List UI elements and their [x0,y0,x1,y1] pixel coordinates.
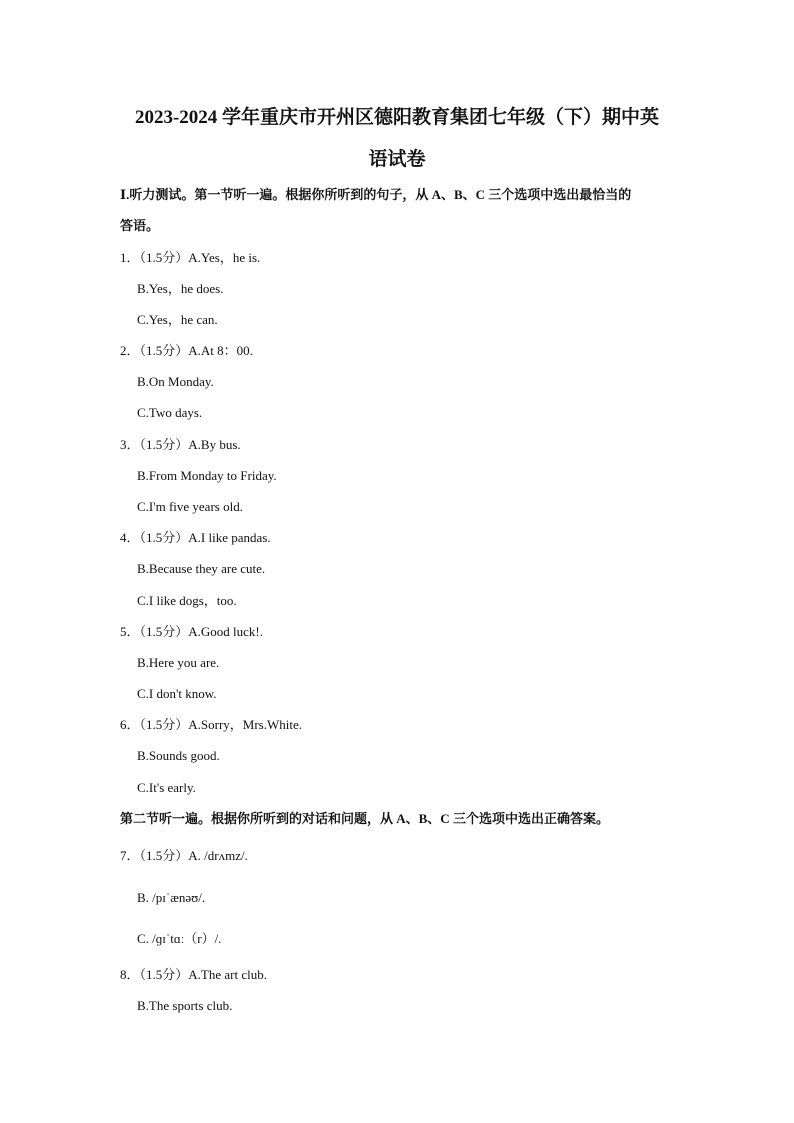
question-6-option-a: A.Sorry，Mrs.White. [188,717,303,732]
question-5-option-a: A.Good luck!. [188,624,264,639]
question-6-option-b: B.Sounds good. [137,748,220,763]
question-8 [120,966,267,984]
question-5-option-c: C.I don't know. [137,686,217,701]
question-3-option-a: A.By bus. [188,437,241,452]
question-4-prefix: 4．（1.5分） [120,530,189,545]
question-2-prefix: 2．（1.5分） [120,343,189,358]
question-3-option-c: C.I'm five years old. [137,499,243,514]
section1-heading-line1: Ⅰ.听力测试。第一节听一遍。根据你所听到的句子，从 A、B、C 三个选项中选出最恰当的 [120,187,632,202]
question-4-option-c: C.I like dogs，too. [137,593,237,608]
question-3-prefix: 3．（1.5分） [120,437,189,452]
question-1-prefix: 1．（1.5分） [120,250,189,265]
question-2-option-c: C.Two days. [137,405,203,420]
question-3 [120,436,241,454]
question-8-option-a: A.The art club. [188,967,267,982]
question-2-option-a: A.At 8：00. [188,343,253,358]
question-1 [120,249,260,267]
question-7-option-c: C. /ɡɪˈtɑː（r）/. [137,931,222,946]
question-4-option-a: A.I like pandas. [188,530,271,545]
question-8-option-b: B.The sports club. [137,998,233,1013]
question-1-option-c: C.Yes，he can. [137,312,218,327]
question-1-option-b: B.Yes，he does. [137,281,224,296]
question-1-option-a: A.Yes，he is. [188,250,261,265]
question-6-prefix: 6．（1.5分） [120,717,189,732]
question-8-prefix: 8．（1.5分） [120,967,189,982]
exam-title-line1: 2023-2024 学年重庆市开州区德阳教育集团七年级（下）期中英 [134,107,660,128]
question-5-prefix: 5．（1.5分） [120,624,189,639]
question-2-option-b: B.On Monday. [137,374,214,389]
question-2 [120,342,253,360]
exam-title-line2: 语试卷 [368,149,426,170]
question-7 [120,847,248,865]
section2-heading: 第二节听一遍。根据你所听到的对话和问题，从 A、B、C 三个选项中选出正确答案。 [120,811,609,826]
question-5-option-b: B.Here you are. [137,655,220,670]
question-3-option-b: B.From Monday to Friday. [137,468,277,483]
question-7-option-b: B. /pɪˈænəʊ/. [137,890,206,905]
question-5 [120,623,263,641]
question-4-option-b: B.Because they are cute. [137,561,266,576]
question-4 [120,529,271,547]
section1-heading-line2: 答语。 [120,218,160,233]
question-7-prefix: 7．（1.5分） [120,848,189,863]
question-6 [120,716,302,734]
question-6-option-c: C.It's early. [137,780,196,795]
question-7-option-a: A. /drʌmz/. [188,848,248,863]
